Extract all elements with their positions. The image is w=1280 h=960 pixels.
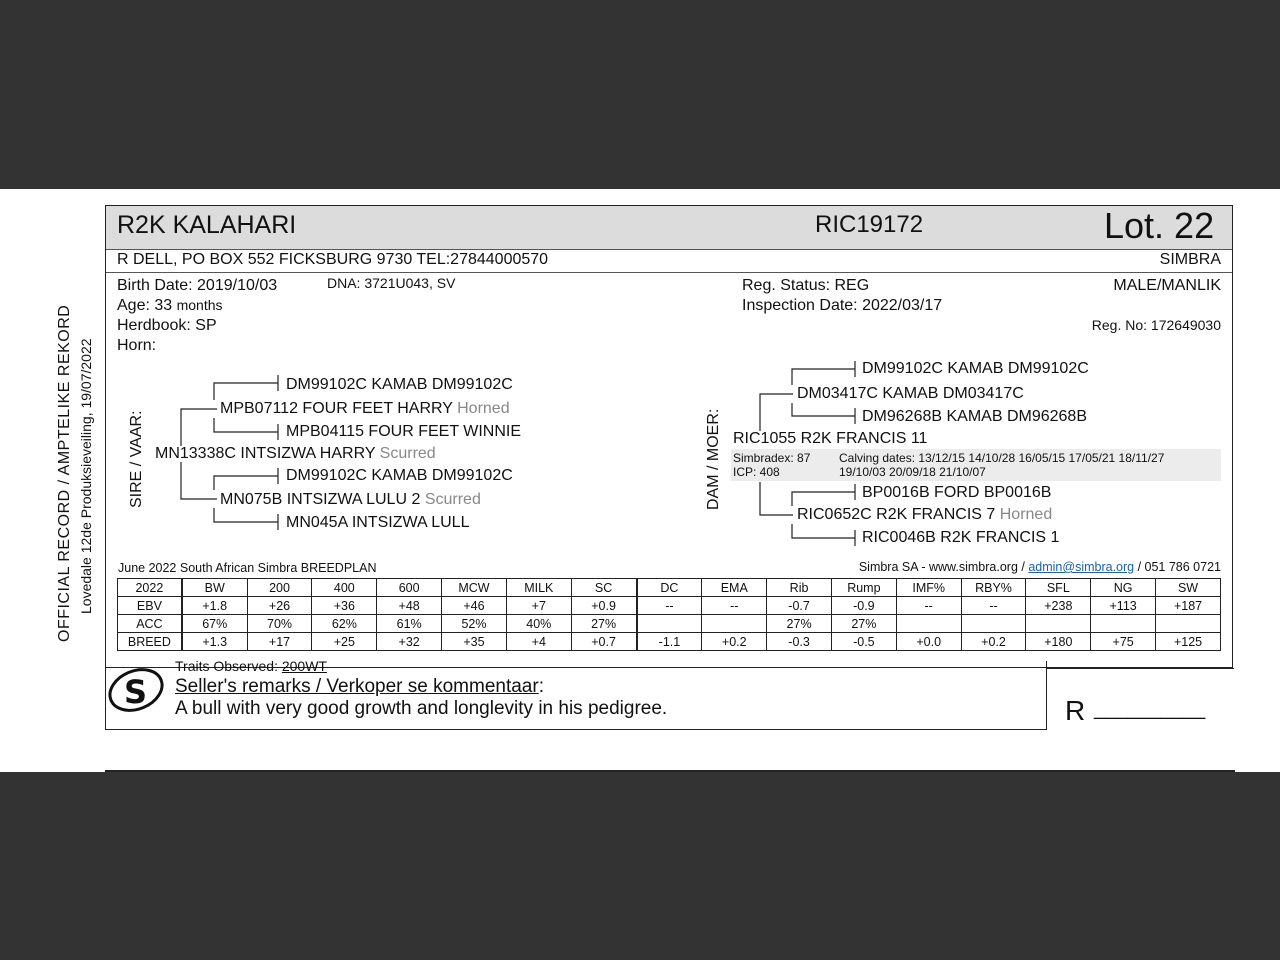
table-cell: NG [1091, 579, 1156, 597]
contact-prefix: Simbra SA - www.simbra.org / [858, 560, 1029, 574]
age-unit: months [176, 297, 223, 313]
table-cell: +35 [442, 633, 507, 651]
table-cell: +0.2 [961, 633, 1026, 651]
table-cell: 67% [182, 615, 247, 633]
venue-label: Lovedale 12de Produksieveiling, 19/07/2022 [78, 338, 94, 614]
table-cell [702, 615, 767, 633]
traits-label: Traits Observed: [175, 658, 282, 674]
age-value: Age: 33 [117, 297, 173, 314]
owner-address: R DELL, PO BOX 552 FICKSBURG 9730 TEL:27844000570 [117, 251, 549, 268]
table-cell: 2022 [118, 579, 182, 597]
table-cell: 27% [571, 615, 636, 633]
table-cell: -- [702, 597, 767, 615]
breedplan-contact [859, 560, 1221, 574]
dam-label: DAM / MOER: [705, 408, 722, 510]
table-header-row [118, 579, 1221, 597]
table-cell: DC [637, 579, 702, 597]
table-cell: -- [637, 597, 702, 615]
dam-dam-text: RIC0652C R2K FRANCIS 7 [797, 506, 996, 523]
sire-label: SIRE / VAAR: [128, 410, 145, 508]
table-cell: +0.9 [571, 597, 636, 615]
table-cell: 400 [312, 579, 377, 597]
dam-dam-note: Horned [999, 506, 1053, 523]
table-cell: RBY% [961, 579, 1026, 597]
contact-suffix: / 051 786 0721 [1134, 560, 1221, 574]
table-cell: -- [961, 597, 1026, 615]
sire-name-note: Scurred [379, 445, 436, 462]
contact-email-link[interactable]: admin@simbra.org [1028, 560, 1135, 574]
icp: ICP: 408 [733, 465, 780, 479]
sire-sire-text: MPB07112 FOUR FEET HARRY [220, 400, 453, 417]
table-cell: 27% [831, 615, 896, 633]
simbra-logo-icon [106, 663, 168, 717]
table-row [118, 597, 1221, 615]
table-cell: +48 [377, 597, 442, 615]
table-cell: +46 [442, 597, 507, 615]
simbra-logo [106, 663, 168, 722]
dam-dam-dam: RIC0046B R2K FRANCIS 1 [862, 529, 1060, 546]
table-cell: IMF% [896, 579, 961, 597]
table-cell: +75 [1091, 633, 1156, 651]
table-cell: Rump [831, 579, 896, 597]
table-cell: +26 [247, 597, 312, 615]
price-blank[interactable]: __________ [1094, 698, 1206, 720]
table-cell [637, 615, 702, 633]
table-row [118, 615, 1221, 633]
sire-sire-dam: MPB04115 FOUR FEET WINNIE [286, 423, 522, 440]
dam-dam [797, 506, 1052, 524]
sire-dam-text: MN075B INTSIZWA LULU 2 [220, 491, 421, 508]
table-cell: +4 [506, 633, 571, 651]
table-cell: MCW [442, 579, 507, 597]
table-cell [896, 615, 961, 633]
dna-info: DNA: 3721U043, SV [327, 275, 456, 291]
table-cell: SFL [1026, 579, 1091, 597]
registration-code: RIC19172 [815, 211, 924, 238]
breed-name: SIMBRA [1159, 251, 1221, 268]
sire-dam [220, 491, 481, 509]
sire-name-text: MN13338C INTSIZWA HARRY [155, 445, 376, 462]
table-cell [961, 615, 1026, 633]
table-cell: +125 [1156, 633, 1221, 651]
remarks-text: A bull with very good growth and longlevity in his pedigree. [175, 698, 668, 719]
table-cell: BREED [118, 633, 182, 651]
sire-dam-note: Scurred [424, 491, 481, 508]
table-cell: +180 [1026, 633, 1091, 651]
table-cell: -- [896, 597, 961, 615]
table-cell: 40% [506, 615, 571, 633]
table-cell: Rib [767, 579, 832, 597]
table-cell: EBV [118, 597, 182, 615]
table-cell: +17 [247, 633, 312, 651]
remarks-title: Seller's remarks / Verkoper se kommentaar: [175, 676, 544, 697]
table-cell: +25 [312, 633, 377, 651]
price-label: R [1065, 695, 1086, 726]
simbradex: Simbradex: 87 [733, 451, 811, 465]
sire-dam-dam: MN045A INTSIZWA LULL [286, 514, 470, 531]
calving-dates-2: 19/10/03 20/09/18 21/10/07 [839, 465, 986, 479]
bottom-rule [105, 770, 1235, 772]
herdbook: Herdbook: SP [117, 317, 217, 334]
dam-sire-dam: DM96268B KAMAB DM96268B [862, 408, 1087, 425]
table-cell: +187 [1156, 597, 1221, 615]
table-cell: 27% [767, 615, 832, 633]
table-cell: +32 [377, 633, 442, 651]
table-cell: -0.3 [767, 633, 832, 651]
reg-status: Reg. Status: REG [742, 277, 870, 294]
table-cell: SC [571, 579, 636, 597]
sire-name [155, 445, 436, 463]
dam-sire-sire: DM99102C KAMAB DM99102C [862, 360, 1089, 377]
table-cell: +0.0 [896, 633, 961, 651]
table-cell: +7 [506, 597, 571, 615]
table-cell: -0.5 [831, 633, 896, 651]
table-cell: +36 [312, 597, 377, 615]
breedplan-table [117, 578, 1221, 651]
traits-observed [175, 658, 327, 674]
table-cell: +238 [1026, 597, 1091, 615]
table-cell [1091, 615, 1156, 633]
table-cell: +113 [1091, 597, 1156, 615]
sire-sire-note: Horned [457, 400, 510, 417]
table-cell: +0.7 [571, 633, 636, 651]
calving-dates-1: Calving dates: 13/12/15 14/10/28 16/05/15 17/05/21 18/11/27 [839, 451, 1165, 465]
animal-name: R2K KALAHARI [117, 211, 297, 239]
table-cell: -1.1 [637, 633, 702, 651]
table-cell: 200 [247, 579, 312, 597]
table-cell: 62% [312, 615, 377, 633]
table-cell: +0.2 [702, 633, 767, 651]
birth-date: Birth Date: 2019/10/03 [117, 277, 278, 294]
table-cell: 52% [442, 615, 507, 633]
table-cell [1026, 615, 1091, 633]
table-row [118, 633, 1221, 651]
remarks-title-text: Seller's remarks / Verkoper se kommentaar [175, 676, 539, 697]
svg-text:S: S [124, 673, 148, 711]
table-cell [1156, 615, 1221, 633]
table-cell: MILK [506, 579, 571, 597]
dam-sire: DM03417C KAMAB DM03417C [797, 385, 1024, 402]
table-cell: EMA [702, 579, 767, 597]
table-cell: SW [1156, 579, 1221, 597]
horn: Horn: [117, 337, 157, 354]
sire-dam-sire: DM99102C KAMAB DM99102C [286, 467, 513, 484]
table-cell: ACC [118, 615, 182, 633]
table-cell: 70% [247, 615, 312, 633]
traits-value: 200WT [281, 658, 327, 674]
sex: MALE/MANLIK [1113, 277, 1221, 294]
lot-number: Lot. 22 [1104, 205, 1215, 246]
table-cell: -0.7 [767, 597, 832, 615]
inspection-date: Inspection Date: 2022/03/17 [742, 297, 943, 314]
official-record-label: OFFICIAL RECORD / AMPTELIKE REKORD [56, 304, 73, 642]
sire-sire [220, 400, 510, 418]
registration-number: Reg. No: 172649030 [1091, 317, 1221, 333]
breedplan-caption: June 2022 South African Simbra BREEDPLAN [118, 561, 377, 575]
table-cell: 61% [377, 615, 442, 633]
table-cell: 600 [377, 579, 442, 597]
table-cell: BW [182, 579, 247, 597]
dam-dam-sire: BP0016B FORD BP0016B [862, 484, 1052, 501]
dam-name: RIC1055 R2K FRANCIS 11 [733, 430, 928, 447]
table-cell: +1.3 [182, 633, 247, 651]
sire-sire-sire: DM99102C KAMAB DM99102C [286, 376, 513, 393]
table-cell: -0.9 [831, 597, 896, 615]
table-cell: +1.8 [182, 597, 247, 615]
